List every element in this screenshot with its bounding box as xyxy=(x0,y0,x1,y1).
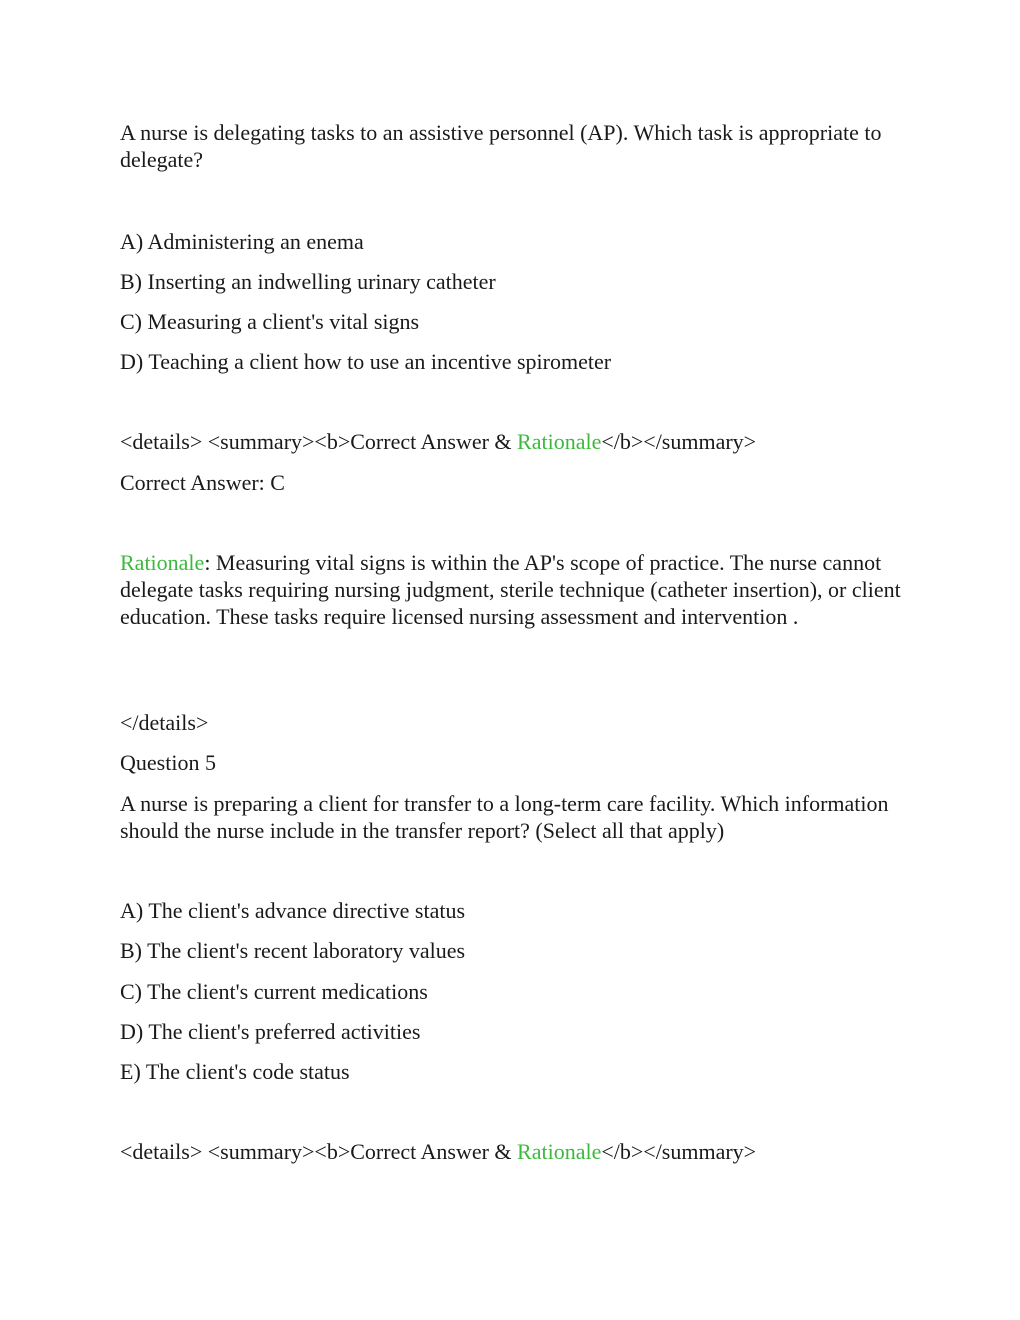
q5-option-c: C) The client's current medications xyxy=(120,979,428,1004)
details-open-prefix: <details> <summary><b>Correct Answer & xyxy=(120,429,518,454)
q4-details-close-tag: </details> xyxy=(120,710,209,735)
q5-option-d: D) The client's preferred activities xyxy=(120,1019,421,1044)
q4-option-b: B) Inserting an indwelling urinary catheter xyxy=(120,269,496,294)
q4-option-a: A) Administering an enema xyxy=(120,229,364,254)
q4-correct-answer: Correct Answer: C xyxy=(120,470,285,495)
details-open-suffix: </b></summary> xyxy=(601,1139,757,1164)
q5-option-b: B) The client's recent laboratory values xyxy=(120,938,466,963)
rationale-keyword: Rationale xyxy=(120,550,205,575)
rationale-text: : Measuring vital signs is within the AP's scope of practice. The nurse cannot delegate tasks requiring nursing judgment, sterile technique (catheter insertion), or client education. These tasks require licensed nursing assessment and intervention . xyxy=(120,550,901,629)
details-rationale-keyword: Rationale xyxy=(517,429,602,454)
q4-option-d: D) Teaching a client how to use an incentive spirometer xyxy=(120,349,612,374)
details-open-prefix: <details> <summary><b>Correct Answer & xyxy=(120,1139,518,1164)
q5-option-e: E) The client's code status xyxy=(120,1059,350,1084)
q4-rationale xyxy=(120,549,910,630)
details-rationale-keyword: Rationale xyxy=(517,1139,602,1164)
q5-details-open-tag xyxy=(120,1138,910,1165)
question-4-stem: A nurse is delegating tasks to an assistive personnel (AP). Which task is appropriate to delegate? xyxy=(120,120,882,172)
question-5-stem: A nurse is preparing a client for transfer to a long-term care facility. Which information should the nurse include in the transfer report? (Select all that apply) xyxy=(120,791,889,843)
details-open-suffix: </b></summary> xyxy=(601,429,757,454)
question-5-heading: Question 5 xyxy=(120,750,216,775)
q4-option-c: C) Measuring a client's vital signs xyxy=(120,309,420,334)
q5-option-a: A) The client's advance directive status xyxy=(120,898,466,923)
q4-details-open-tag xyxy=(120,428,910,455)
